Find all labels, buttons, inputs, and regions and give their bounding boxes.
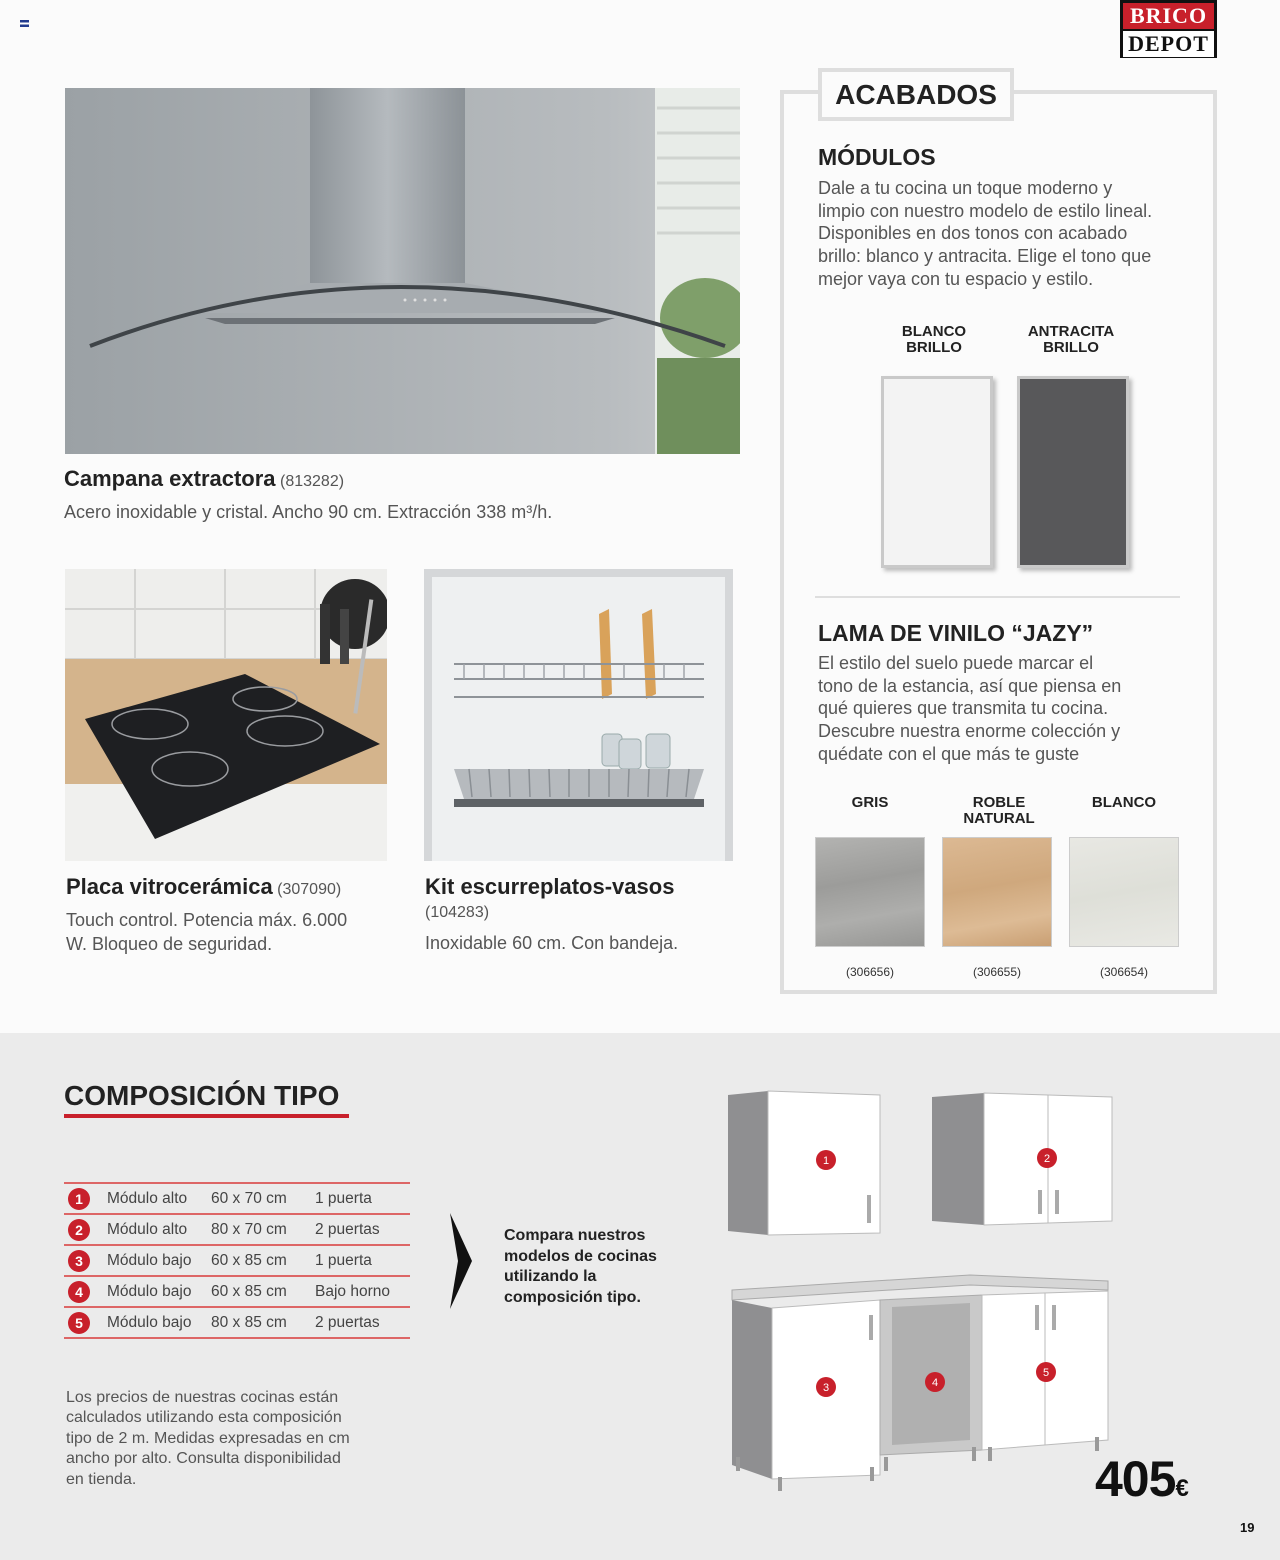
swatch-label-line: BLANCO	[901, 323, 967, 340]
swatch-label-line: BRILLO	[906, 339, 962, 356]
swatch-label-blanco	[1064, 795, 1184, 811]
row-number: 2	[68, 1219, 90, 1241]
row-size: 60 x 85 cm	[211, 1282, 287, 1300]
dishrack-caption	[425, 874, 674, 900]
compara-line: Compara nuestros	[504, 1227, 646, 1244]
cooktop-desc	[66, 908, 406, 956]
lama-text-line: qué quieres que transmita tu cocina.	[818, 698, 1109, 719]
lama-text-line: quédate con el que más te guste	[818, 743, 1080, 764]
compara-line: composición tipo.	[504, 1288, 641, 1306]
dishrack-title: Kit escurreplatos-vasos	[425, 874, 675, 899]
row-detail: 1 puerta	[315, 1251, 372, 1269]
hood-code: (813282)	[280, 473, 345, 490]
arrow-right-icon	[448, 1213, 474, 1309]
cooktop-desc-line: Touch control. Potencia máx. 6.000	[66, 910, 348, 930]
swatch-code-roble: (306655)	[972, 965, 1022, 979]
marker-4	[925, 1372, 945, 1392]
marker-1-label: 1	[822, 1155, 830, 1167]
swatch-roble-natural[interactable]	[942, 837, 1052, 947]
modulos-text-line: mejor vaya con tu espacio y estilo.	[818, 268, 1094, 289]
swatch-label-gris	[810, 795, 930, 811]
title-underline	[64, 1114, 349, 1118]
marker-1	[816, 1150, 836, 1170]
swatch-label-blanco-brillo	[874, 324, 994, 356]
modulos-text-line: brillo: blanco y antracita. Elige el tono que	[818, 246, 1152, 267]
compara-line: modelos de cocinas	[504, 1247, 657, 1265]
row-detail: 2 puertas	[315, 1220, 380, 1238]
row-number: 1	[68, 1188, 90, 1210]
swatch-antracita-brillo[interactable]	[1017, 376, 1129, 568]
row-number: 5	[68, 1312, 90, 1334]
composicion-note	[66, 1388, 406, 1490]
compara-text	[504, 1226, 684, 1308]
compara-line: utilizando la	[504, 1268, 597, 1285]
swatch-gris[interactable]	[815, 837, 925, 947]
logo-line1: BRICO	[1123, 3, 1214, 29]
logo-line2: DEPOT	[1123, 31, 1214, 57]
note-line: Los precios de nuestras cocinas están	[66, 1389, 339, 1406]
swatch-label-line: ANTRACITA	[1027, 323, 1115, 340]
cooktop-title: Placa vitrocerámica	[66, 874, 273, 899]
modulos-text-line: Disponibles en dos tonos con acabado	[818, 223, 1128, 244]
row-detail: 1 puerta	[315, 1189, 372, 1207]
price-value: 405	[1095, 1451, 1176, 1507]
row-size: 60 x 85 cm	[211, 1251, 287, 1269]
row-name: Módulo alto	[107, 1220, 188, 1238]
marker-4-label: 4	[931, 1377, 939, 1389]
composicion-table	[64, 1182, 410, 1339]
dishrack-code: (104283)	[425, 904, 490, 921]
note-line: tipo de 2 m. Medidas expresadas en cm	[66, 1429, 350, 1447]
row-size: 60 x 70 cm	[211, 1189, 287, 1207]
table-row	[64, 1245, 410, 1276]
hood-desc: Acero inoxidable y cristal. Ancho 90 cm. Extracción 338 m³/h.	[64, 502, 553, 522]
row-name: Módulo bajo	[107, 1313, 192, 1331]
row-detail: Bajo horno	[315, 1282, 390, 1300]
brico-depot-logo[interactable]	[1120, 0, 1217, 58]
lama-text-line: Descubre nuestra enorme colección y	[818, 721, 1121, 742]
kitchen-composition-illustration	[720, 1085, 1120, 1505]
hood-title: Campana extractora	[64, 466, 276, 491]
marker-3	[816, 1377, 836, 1397]
page-number: 19	[1240, 1520, 1255, 1535]
acabados-title: ACABADOS	[818, 68, 1014, 121]
row-name: Módulo bajo	[107, 1251, 192, 1269]
note-line: en tienda.	[66, 1470, 137, 1488]
row-number: 4	[68, 1281, 90, 1303]
note-line: calculados utilizando esta composición	[66, 1409, 342, 1427]
swatch-label-line: BRILLO	[1043, 339, 1099, 356]
cooktop-caption	[66, 874, 341, 900]
swatch-label-line: ROBLE	[972, 794, 1026, 811]
dishrack-photo	[424, 569, 733, 861]
composicion-title: COMPOSICIÓN TIPO	[64, 1080, 340, 1111]
panel-divider	[815, 596, 1180, 598]
modulos-heading: MÓDULOS	[818, 144, 936, 170]
lama-text-line: El estilo del suelo puede marcar el	[818, 653, 1094, 673]
swatch-blanco-brillo[interactable]	[881, 376, 993, 568]
marker-5	[1036, 1362, 1056, 1382]
swatch-label-roble-natural	[939, 795, 1059, 827]
row-number: 3	[68, 1250, 90, 1272]
dishrack-desc: Inoxidable 60 cm. Con bandeja.	[425, 933, 679, 953]
row-size: 80 x 70 cm	[211, 1220, 287, 1238]
swatch-label-line: GRIS	[851, 794, 889, 811]
swatch-label-line: BLANCO	[1091, 794, 1157, 811]
row-detail: 2 puertas	[315, 1313, 380, 1331]
lama-heading: LAMA DE VINILO “JAZY”	[818, 620, 1094, 646]
hood-photo	[65, 88, 740, 454]
table-row	[64, 1183, 410, 1214]
marker-2-label: 2	[1043, 1153, 1051, 1165]
flag-icon	[20, 20, 29, 27]
table-row	[64, 1307, 410, 1338]
hood-caption	[64, 466, 344, 492]
note-line: ancho por alto. Consulta disponibilidad	[66, 1450, 341, 1468]
swatch-label-line: NATURAL	[963, 810, 1035, 827]
price	[1095, 1450, 1188, 1508]
cooktop-code: (307090)	[277, 881, 342, 898]
cooktop-photo	[65, 569, 387, 861]
modulos-text-line: Dale a tu cocina un toque moderno y	[818, 178, 1113, 198]
table-row	[64, 1276, 410, 1307]
modulos-text	[818, 177, 1208, 291]
swatch-blanco[interactable]	[1069, 837, 1179, 947]
swatch-code-gris: (306656)	[845, 965, 895, 979]
modulos-text-line: limpio con nuestro modelo de estilo lineal.	[818, 200, 1153, 221]
lama-text-line: tono de la estancia, así que piensa en	[818, 675, 1122, 696]
marker-2	[1037, 1148, 1057, 1168]
swatch-code-blanco: (306654)	[1099, 965, 1149, 979]
row-name: Módulo bajo	[107, 1282, 192, 1300]
marker-3-label: 3	[822, 1382, 830, 1394]
row-name: Módulo alto	[107, 1189, 188, 1207]
swatch-label-antracita-brillo	[1011, 324, 1131, 356]
price-currency: €	[1175, 1475, 1188, 1502]
lama-text	[818, 652, 1208, 766]
row-size: 80 x 85 cm	[211, 1313, 287, 1331]
cooktop-desc-line: W. Bloqueo de seguridad.	[66, 934, 273, 954]
marker-5-label: 5	[1042, 1367, 1050, 1379]
table-row	[64, 1214, 410, 1245]
